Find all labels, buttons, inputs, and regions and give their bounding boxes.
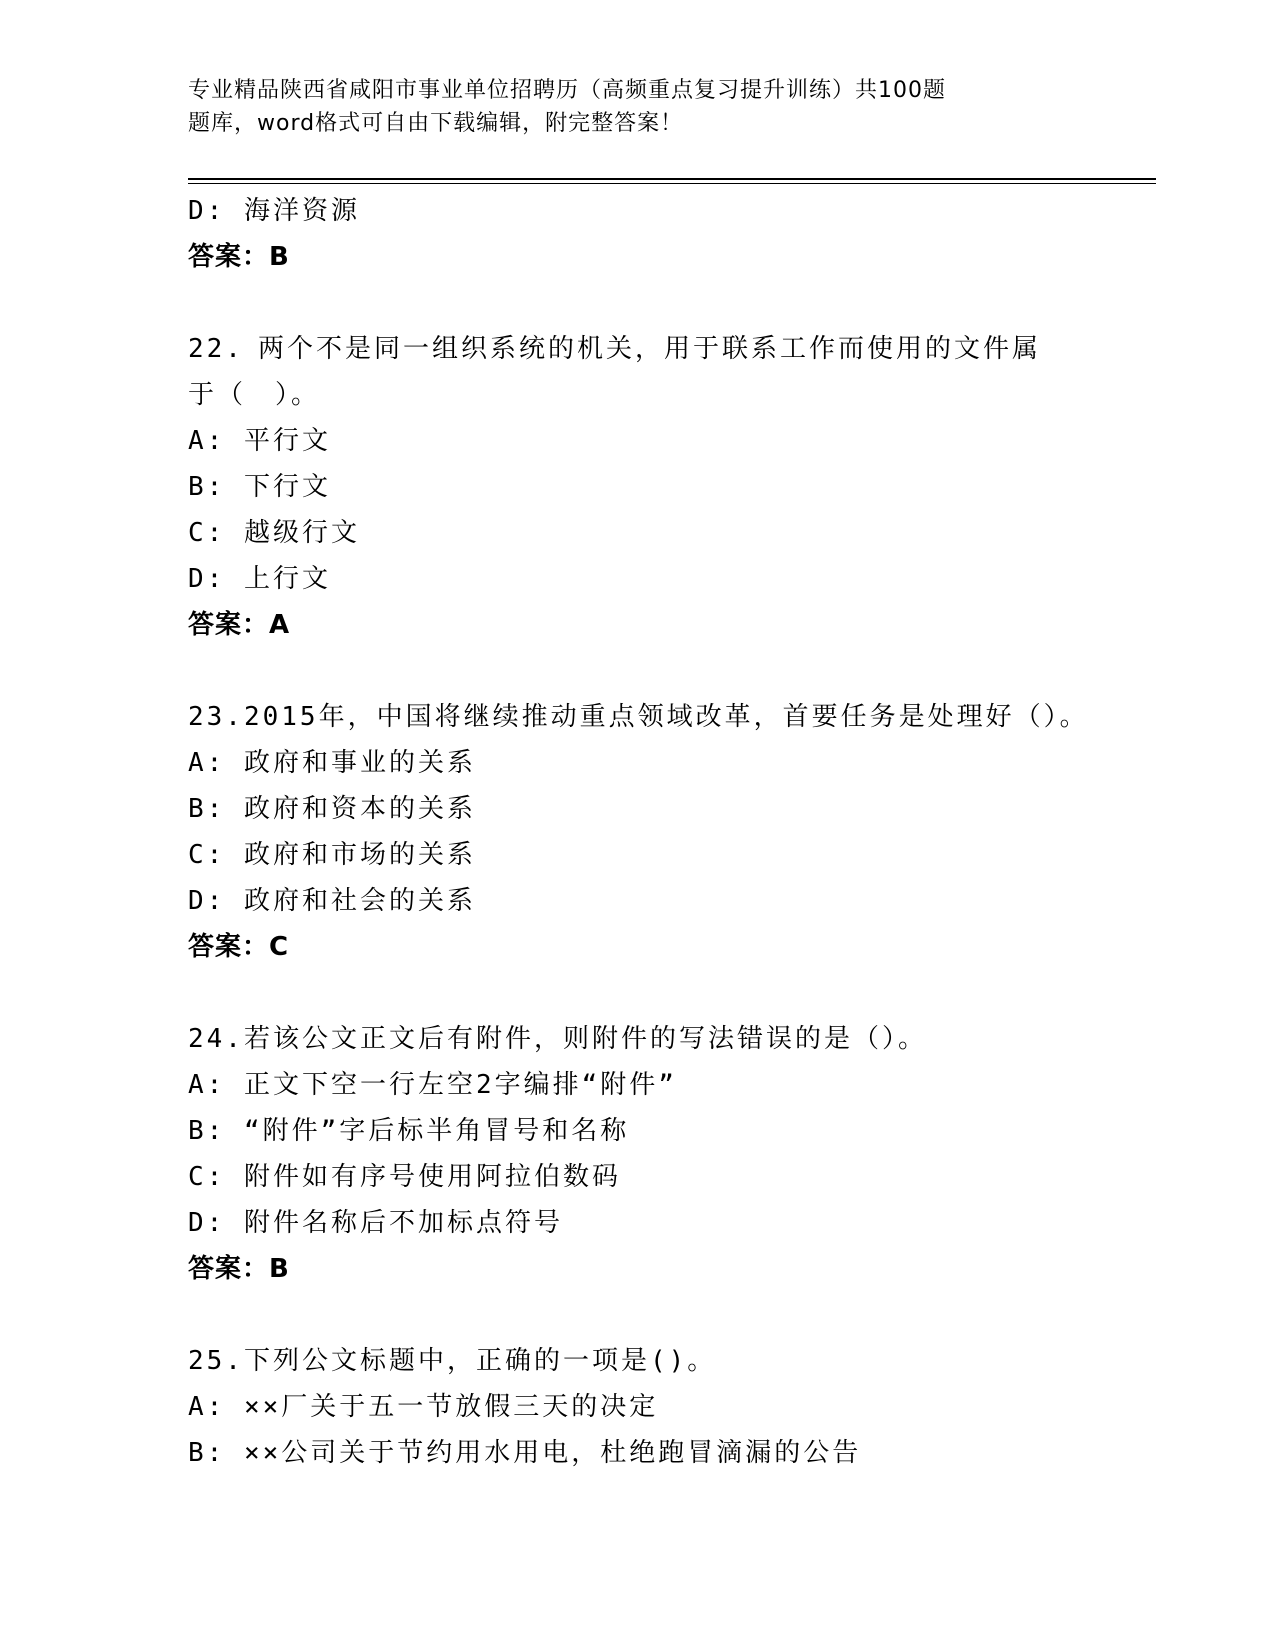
q23-text: 23.2015年，中国将继续推动重点领域改革，首要任务是处理好（）。 [188,702,1089,732]
q22-text-line-1 [188,326,1088,372]
header-line-1: 专业精品陕西省咸阳市事业单位招聘历（高频重点复习提升训练）共100题 [188,78,946,103]
q24-option-c: C: 附件如有序号使用阿拉伯数码 [188,1162,621,1192]
q22-number: 22. [188,334,244,364]
q22-option-b: B: 下行文 [188,472,331,502]
q22-option-d: D: 上行文 [188,564,331,594]
question-content [188,188,1088,1476]
header-line-2: 题库，word格式可自由下载编辑，附完整答案！ [188,111,684,136]
q24-option-a: A: 正文下空一行左空2字编排“附件” [188,1070,677,1100]
prev-answer: 答案：B [188,242,290,272]
q23-option-b: B: 政府和资本的关系 [188,794,476,824]
q23-option-d: D: 政府和社会的关系 [188,886,476,916]
q24-text: 24.若该公文正文后有附件，则附件的写法错误的是（）。 [188,1024,927,1054]
q22-text-line-2: 于（ ）。 [188,380,321,410]
q23-option-a: A: 政府和事业的关系 [188,748,476,778]
header-rule-thin [188,183,1156,184]
q24-answer: 答案：B [188,1254,290,1284]
q24-option-b: B: “附件”字后标半角冒号和名称 [188,1116,630,1146]
q22-option-a: A: 平行文 [188,426,331,456]
q23-option-c: C: 政府和市场的关系 [188,840,476,870]
q22-option-c: C: 越级行文 [188,518,360,548]
q24-option-d: D: 附件名称后不加标点符号 [188,1208,563,1238]
q25-option-b: B: ××公司关于节约用水用电，杜绝跑冒滴漏的公告 [188,1438,862,1468]
prev-option-d: D: 海洋资源 [188,196,360,226]
spacer [188,970,1088,1016]
spacer [188,648,1088,694]
q25-text: 25.下列公文标题中，正确的一项是()。 [188,1346,717,1376]
q25-option-a: A: ××厂关于五一节放假三天的决定 [188,1392,659,1422]
q23-answer: 答案：C [188,932,290,962]
header-rule-thick [188,178,1156,180]
q22-answer: 答案：A [188,610,291,640]
document-header [188,74,1028,140]
spacer [188,1292,1088,1338]
q22-text: 两个不是同一组织系统的机关，用于联系工作而使用的文件属 [258,334,1042,364]
spacer [188,280,1088,326]
